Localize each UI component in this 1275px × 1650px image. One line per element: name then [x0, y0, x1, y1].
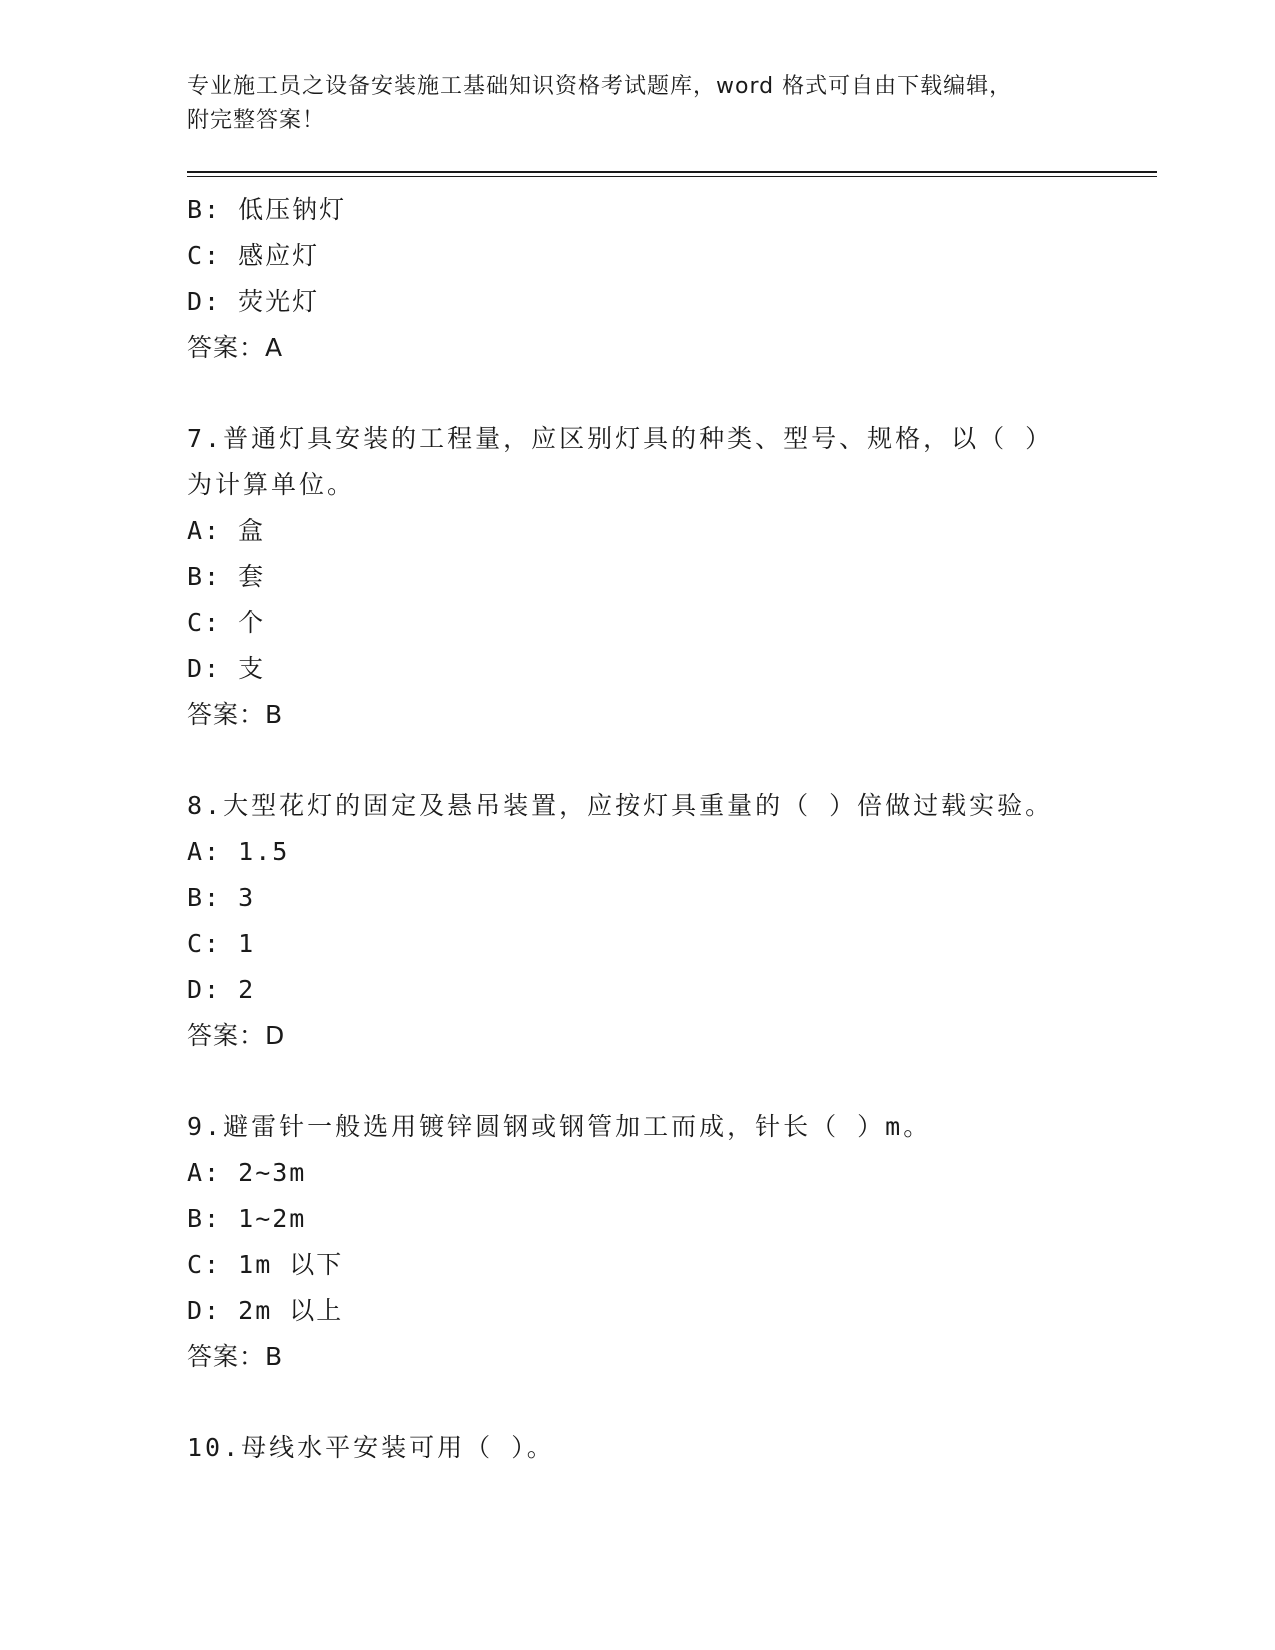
option-d: D: 2 [187, 975, 256, 1004]
option-c: C: 个 [187, 608, 266, 637]
option-c: C: 1m 以下 [187, 1250, 344, 1279]
question-text-line-1: 7.普通灯具安装的工程量，应区别灯具的种类、型号、规格，以（ ） [187, 424, 1054, 453]
option-d: D: 2m 以上 [187, 1296, 344, 1325]
header-line-2: 附完整答案！ [187, 108, 326, 133]
option-b: B: 3 [187, 883, 256, 912]
answer-text: 答案：A [187, 333, 284, 362]
answer-text: 答案：B [187, 1342, 284, 1371]
question-text-line-1: 9.避雷针一般选用镀锌圆钢或钢管加工而成，针长（ ）m。 [187, 1112, 932, 1141]
answer-text: 答案：D [187, 1021, 286, 1050]
question-text-line-1: 8.大型花灯的固定及悬吊装置，应按灯具重量的（ ）倍做过载实验。 [187, 791, 1054, 820]
question-text-line-2: 为计算单位。 [187, 470, 356, 499]
question-block-6 [187, 187, 1157, 371]
header-divider [187, 171, 1157, 177]
option-a: A: 盒 [187, 516, 266, 545]
option-a: A: 2~3m [187, 1158, 307, 1187]
option-a: A: 1.5 [187, 837, 290, 866]
question-block-9 [187, 1104, 1157, 1380]
question-block-10 [187, 1425, 1157, 1471]
option-d: D: 荧光灯 [187, 287, 320, 316]
option-d: D: 支 [187, 654, 266, 683]
option-b: B: 套 [187, 562, 266, 591]
question-block-8 [187, 783, 1157, 1059]
header-line-1: 专业施工员之设备安装施工基础知识资格考试题库，word 格式可自由下载编辑， [187, 74, 1013, 99]
answer-text: 答案：B [187, 700, 284, 729]
option-b: B: 1~2m [187, 1204, 307, 1233]
option-c: C: 感应灯 [187, 241, 320, 270]
option-c: C: 1 [187, 929, 256, 958]
document-page [187, 70, 1157, 1516]
document-header [187, 70, 1157, 138]
question-block-7 [187, 416, 1157, 738]
question-text-line-1: 10.母线水平安装可用（ ）。 [187, 1433, 555, 1462]
option-b: B: 低压钠灯 [187, 195, 347, 224]
question-content [187, 187, 1157, 1471]
